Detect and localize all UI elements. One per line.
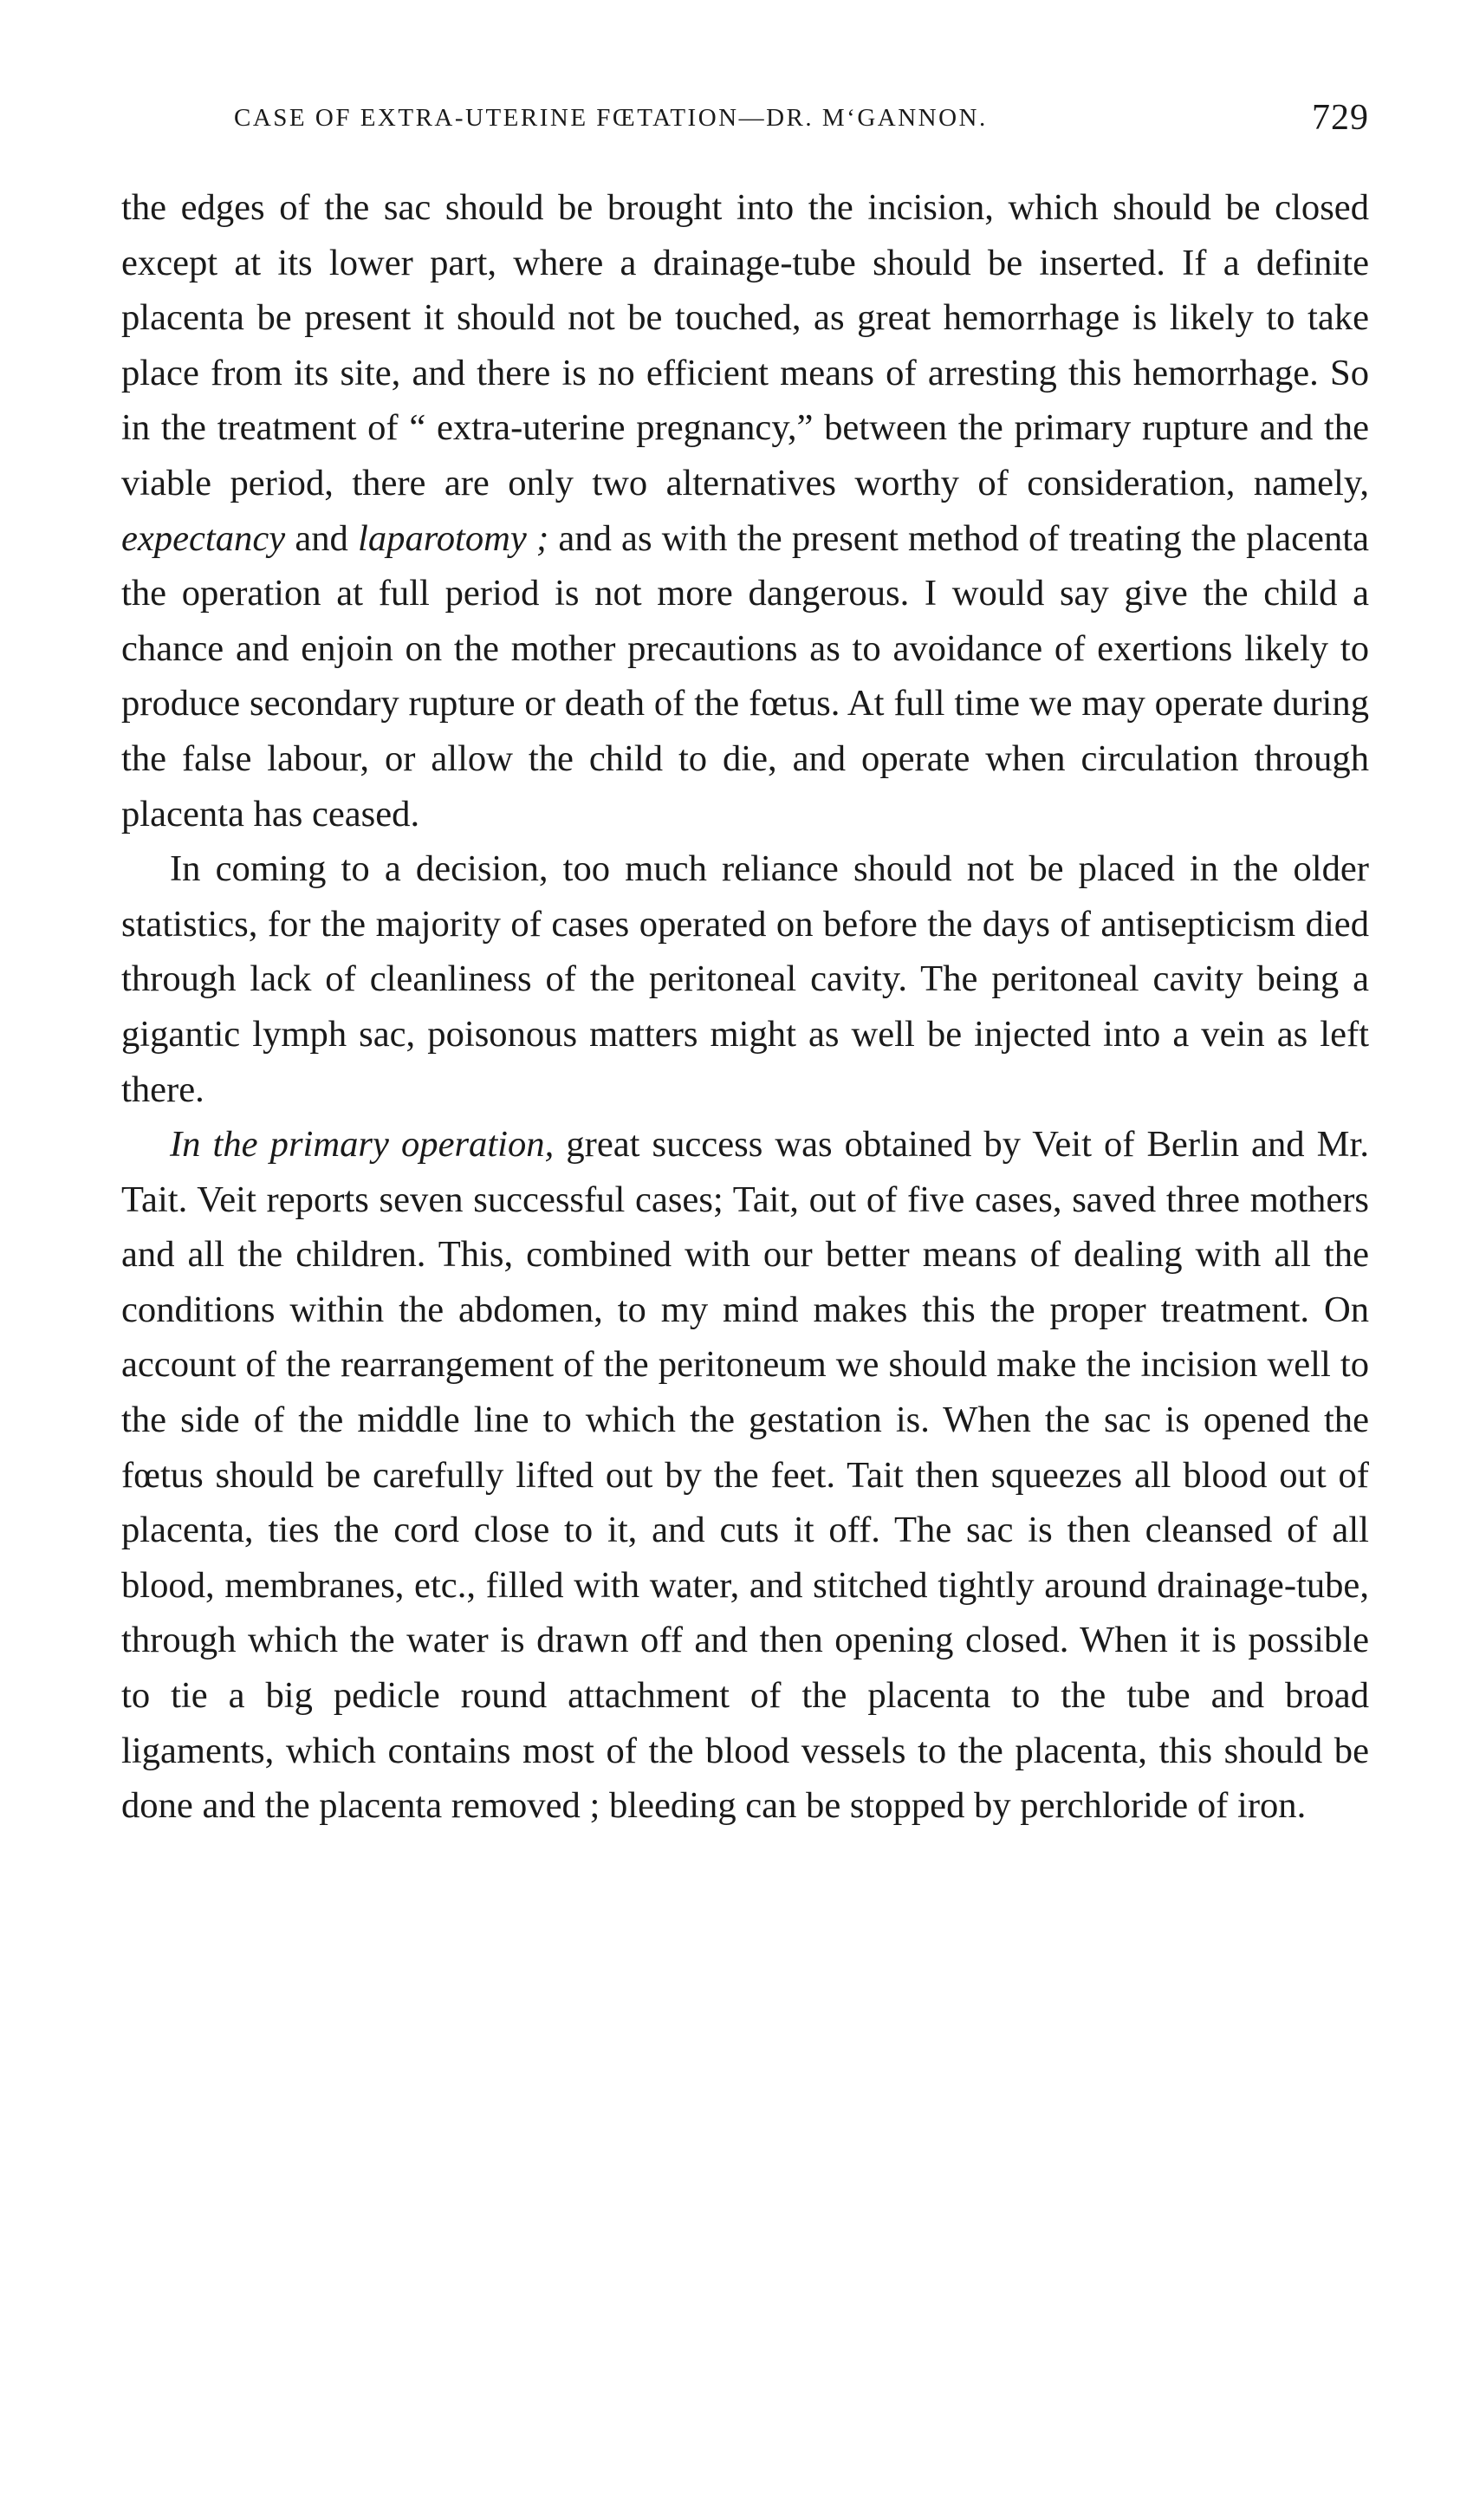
- italic-term-laparotomy: laparotomy ;: [358, 517, 549, 559]
- body-text: [121, 180, 1369, 1834]
- paragraph-text: and: [285, 517, 359, 559]
- italic-lead-in: In the primary operation,: [170, 1124, 555, 1166]
- italic-term-expectancy: expectancy: [121, 517, 286, 559]
- page-number: 729: [1312, 98, 1369, 138]
- paragraph-statistics: [121, 841, 1369, 1117]
- paragraph-text: great success was obtained by Veit of Berlin and Mr. Tait. Veit reports seven successful cases; Tait, out of five cases, saved three mothers and all the children. This, combined with our better means of dealing with all the conditions within the abdomen, to my mind makes this the proper treatment. On account of the rearrangement of the peritoneum we should make the incision well to the side of the middle line to which the gestation is. When the sac is opened the fœtus should be carefully lifted out by the feet. Tait then squeezes all blood out of placenta, ties the cord close to it, and cuts it off. The sac is then cleansed of all blood, membranes, etc., filled with water, and stitched tightly around drainage-tube, through which the water is drawn off and then opening closed. When it is possible to tie a big pedicle round attachment of the placenta to the tube and broad ligaments, which contains most of the blood vessels to the placenta, this should be done and the placenta removed ; bleeding can be stopped by perchloride of iron.: [121, 1124, 1369, 1827]
- running-head: [121, 97, 1369, 149]
- paragraph-text: and as with the present method of treating the placenta the operation at full period is not more dangerous. I would say give the child a chance and enjoin on the mother precautions as to avoidance of exertions likely to produce secondary rupture or death of the fœtus. At full time we may operate during the false labour, or allow the child to die, and operate when circulation through placenta has ceased.: [121, 517, 1369, 835]
- paragraph-text: the edges of the sac should be brought into the incision, which should be closed except at its lower part, where a drainage-tube should be inserted. If a definite placenta be present it should not be touched, as great hemorrhage is likely to take place from its site, and there is no efficient means of arresting this hemorrhage. So in the treatment of “ extra-uterine pregnancy,” between the primary rupture and the viable period, there are only two alternatives worthy of consideration, namely,: [121, 187, 1369, 503]
- paragraph-primary-operation: [121, 1117, 1369, 1834]
- paragraph-text: In coming to a decision, too much reliance should not be placed in the older statistics, for the majority of cases operated on before the days of antisepticism died through lack of cleanliness of the peritoneal cavity. The peritoneal cavity being a gigantic lymph sac, poisonous matters might as well be injected into a vein as left there.: [121, 848, 1369, 1110]
- running-title: CASE OF EXTRA-UTERINE FŒTATION—DR. M‘GANNON.: [234, 104, 988, 132]
- paragraph-continuation: [121, 180, 1369, 841]
